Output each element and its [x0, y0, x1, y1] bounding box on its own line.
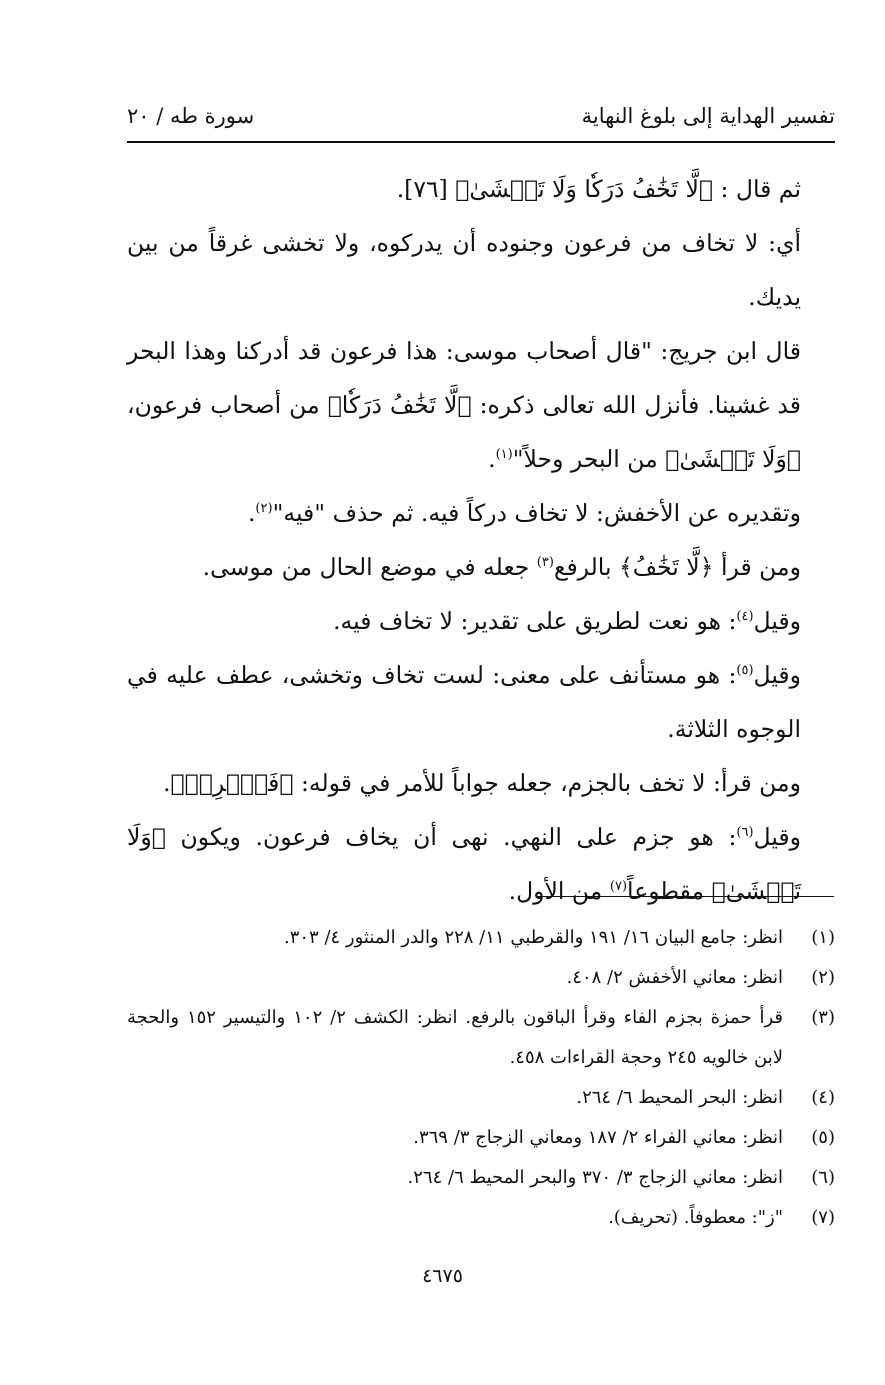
- footnote-number: (١): [811, 927, 835, 948]
- quran-verse: ﴿ لَّا تَخَٰفُ دَرَكٗا ﴾: [328, 391, 472, 419]
- footnote-item: [127, 998, 835, 1078]
- text-run: قال ابن جريج: "قال أصحاب موسى: هذا فرعون قد أدركنا وهذا البحر قد غشينا. فأنزل الله تعالى ذكره:: [127, 337, 801, 419]
- running-header: [127, 98, 835, 134]
- footnote-item: [127, 1118, 835, 1158]
- text-run: من البحر وحلاً": [512, 445, 658, 473]
- paragraph-2: أي: لا تخاف من فرعون وجنوده أن يدركوه، ولا تخشى غرقاً من بين يديك.: [127, 229, 801, 311]
- paragraph-1: [127, 162, 835, 216]
- page-number: ٤٦٧٥: [422, 1265, 463, 1287]
- footnote-ref: (١): [495, 447, 513, 463]
- footnotes: [127, 918, 835, 1238]
- quran-verse: ﴿ وَلَا تَخۡشَىٰ ﴾: [127, 823, 801, 905]
- paragraph-6: [127, 594, 835, 648]
- text-run: من الأول.: [508, 877, 603, 905]
- paragraph-7: [127, 648, 835, 756]
- header-rule: [127, 141, 835, 143]
- footnote-text: انظر: معاني الأخفش ٢/ ٤٠٨.: [566, 967, 783, 988]
- surah-label: سورة طه / ٢٠: [127, 104, 255, 128]
- footnote-ref: (٥): [736, 663, 754, 679]
- footnote-ref: (٦): [736, 825, 754, 841]
- footnote-text: انظر: البحر المحيط ٦/ ٢٦٤.: [576, 1087, 783, 1108]
- paragraph-8: [127, 756, 835, 810]
- footnote-number: (٤): [811, 1087, 835, 1108]
- footnote-ref: (٤): [736, 609, 754, 625]
- text-run: وقيل: [753, 823, 801, 851]
- text-run: وقيل: [753, 661, 801, 689]
- paragraph-9: [127, 810, 835, 918]
- text-run: .: [488, 445, 496, 473]
- text-run: من أصحاب فرعون،: [127, 391, 320, 419]
- footnote-number: (٦): [811, 1167, 835, 1188]
- quran-verse: ﴿ لَّا تَخَٰفُ دَرَكٗا وَلَا تَخۡشَىٰ ﴾: [455, 175, 713, 203]
- text-run: مقطوعاً: [627, 877, 705, 905]
- footnote-item: [127, 1198, 835, 1238]
- quran-verse: ﴿ لَّا تَخَٰفُ ﴾: [619, 553, 713, 581]
- footnote-text: انظر: معاني الزجاج ٣/ ٣٧٠ والبحر المحيط ٦/ ٢٦٤.: [407, 1167, 783, 1188]
- footnote-ref: (٣): [536, 555, 554, 571]
- text-run: بالرفع: [553, 553, 612, 581]
- text-run: .: [163, 769, 171, 797]
- footnote-number: (٢): [811, 967, 835, 988]
- text-run: : هو مستأنف على معنى: لست تخاف وتخشى، عطف عليه في الوجوه الثلاثة.: [127, 661, 801, 743]
- text-run: : هو نعت لطريق على تقدير: لا تخاف فيه.: [333, 607, 737, 635]
- footnote-ref: (٢): [255, 501, 273, 517]
- footnote-item: [127, 918, 835, 958]
- text-run: ومن قرأ: [720, 553, 801, 581]
- footnote-number: (٥): [811, 1127, 835, 1148]
- text-run: ومن قرأ: لا تخف بالجزم، جعله جواباً للأمر في قوله:: [300, 769, 801, 797]
- main-text: [127, 162, 835, 918]
- quran-verse: ﴿ وَلَا تَخۡشَىٰ ﴾: [665, 445, 801, 473]
- footnote-item: [127, 1078, 835, 1118]
- verse-reference: [٧٦].: [396, 175, 448, 203]
- text-run: .: [247, 499, 256, 527]
- footnote-number: (٧): [811, 1207, 835, 1228]
- footnote-text: قرأ حمزة بجزم الفاء وقرأ الباقون بالرفع. انظر: الكشف ٢/ ١٠٢ والتيسير ١٥٢ والحجة لابن خالويه ٢٤٥ وحجة القراءات ٤٥٨.: [127, 1007, 783, 1068]
- footnote-item: [127, 1158, 835, 1198]
- footnote-number: (٣): [811, 1007, 835, 1028]
- footnote-text: انظر: جامع البيان ١٦/ ١٩١ والقرطبي ١١/ ٢٢٨ والدر المنثور ٤/ ٣٠٣.: [283, 927, 783, 948]
- paragraph-4: [127, 486, 835, 540]
- footnote-item: [127, 958, 835, 998]
- text-run: ثم قال :: [720, 175, 801, 203]
- footnote-ref: (٧): [609, 879, 628, 895]
- text-run: : هو جزم على النهي. نهى أن يخاف فرعون. ويكون: [180, 823, 737, 851]
- book-title: تفسير الهداية إلى بلوغ النهاية: [581, 104, 835, 128]
- paragraph-5: [127, 540, 835, 594]
- footnote-text: انظر: معاني الفراء ٢/ ١٨٧ ومعاني الزجاج ٣/ ٣٦٩.: [413, 1127, 783, 1148]
- text-run: وتقديره عن الأخفش: لا تخاف دركاً فيه. ثم حذف "فيه": [272, 499, 801, 527]
- quran-verse: ﴿ فَٱضۡرِبۡ ﴾: [171, 769, 294, 797]
- text-run: جعله في موضع الحال من موسى.: [202, 553, 530, 581]
- footnote-rule: [537, 896, 834, 897]
- text-run: وقيل: [753, 607, 801, 635]
- paragraph-3: [127, 324, 835, 486]
- footnote-text: "ز": معطوفاً. (تحريف).: [608, 1207, 783, 1228]
